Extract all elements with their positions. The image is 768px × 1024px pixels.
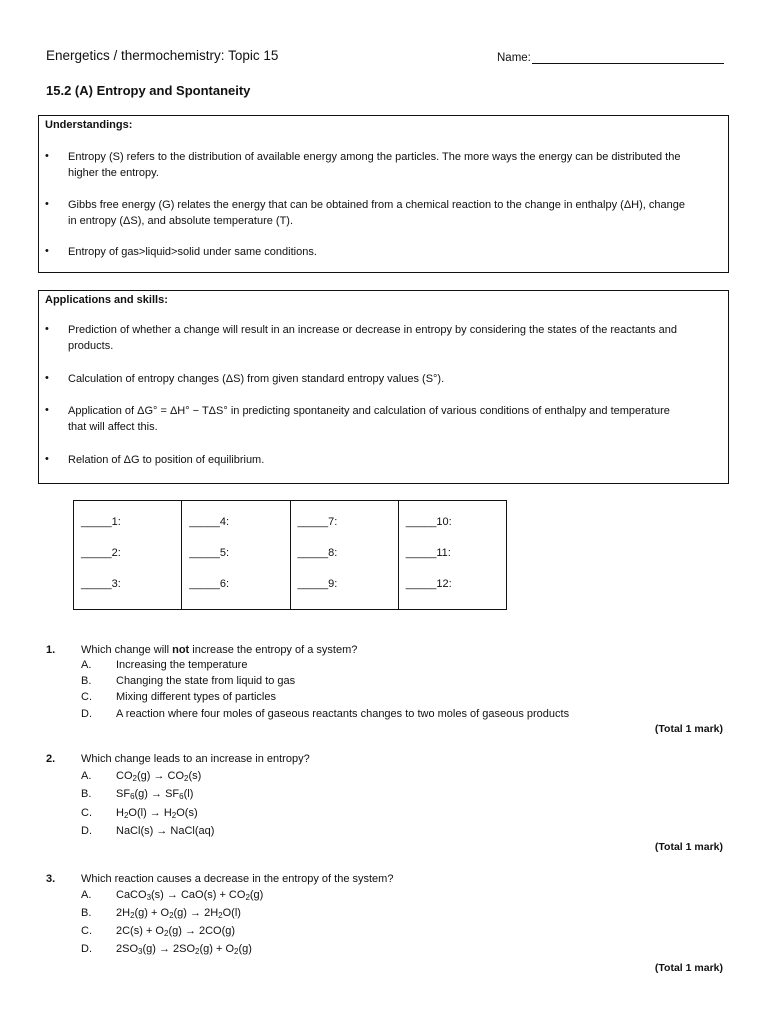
answer-blank-10[interactable]: _____10: — [405, 516, 452, 528]
understandings-heading: Understandings: — [45, 119, 133, 131]
name-field[interactable] — [497, 50, 724, 64]
question-3-number: 3. — [46, 873, 56, 885]
question-2-option-b[interactable]: $SF_6(g) \to SF_6(l)$ — [116, 788, 194, 801]
answer-blank-12[interactable]: _____12: — [405, 578, 452, 590]
name-blank-line[interactable] — [532, 50, 724, 64]
option-letter: C. — [81, 691, 92, 703]
question-1-mark: (Total 1 mark) — [654, 723, 723, 735]
answer-blank-6[interactable]: _____6: — [189, 578, 230, 590]
answer-blank-1[interactable]: _____1: — [81, 516, 121, 528]
understandings-box — [38, 115, 729, 273]
answer-column — [74, 501, 182, 610]
question-3-mark: (Total 1 mark) — [654, 962, 723, 974]
question-1-text: Which change will not increase the entropy of a system? — [81, 644, 358, 656]
understanding-item: Entropy of gas>liquid>solid under same conditions. — [68, 246, 317, 258]
option-letter: C. — [81, 925, 92, 937]
name-label: Name: — [497, 52, 531, 64]
application-item: Calculation of entropy changes (ΔS) from given standard entropy values (S°). — [68, 373, 445, 385]
question-1-number: 1. — [46, 644, 56, 656]
question-2-mark: (Total 1 mark) — [654, 841, 723, 853]
application-item: Relation of ΔG to position of equilibrium. — [68, 454, 265, 466]
bullet: • — [45, 372, 49, 384]
bullet: • — [45, 245, 49, 257]
bullet: • — [45, 323, 49, 335]
applications-heading: Applications and skills: — [45, 294, 168, 306]
question-3-text: Which reaction causes a decrease in the entropy of the system? — [81, 873, 394, 885]
question-1-option-c[interactable]: Mixing different types of particles — [116, 691, 276, 703]
question-2-option-a[interactable]: $CO_2(g) \to CO_2(s)$ — [116, 770, 202, 783]
question-3-option-b[interactable]: $2H_2(g) + O_2(g) \to 2H_2O(l)$ — [116, 907, 241, 920]
answer-blank-5[interactable]: _____5: — [189, 547, 230, 559]
answer-blank-11[interactable]: _____11: — [405, 547, 451, 559]
bullet: • — [45, 453, 49, 465]
answer-column — [398, 501, 506, 610]
question-3-option-a[interactable]: CaCO$_3$(s) → $CaO(s) + CO_2(g)$ — [116, 889, 264, 902]
applications-box — [38, 290, 729, 484]
question-2-number: 2. — [46, 753, 56, 765]
application-item: Prediction of whether a change will result in an increase or decrease in entropy by considering the states of the reactants and products. — [68, 324, 678, 352]
understanding-item: Entropy (S) refers to the distribution of available energy among the particles. The more ways the energy can be distributed the higher the entropy. — [68, 151, 681, 179]
answer-blank-3[interactable]: _____3: — [81, 578, 121, 590]
answer-blank-2[interactable]: _____2: — [81, 547, 121, 559]
answer-blank-9[interactable]: _____9: — [297, 578, 338, 590]
question-1-option-d[interactable]: A reaction where four moles of gaseous reactants changes to two moles of gaseous products — [116, 708, 570, 720]
option-letter: B. — [81, 675, 92, 687]
answer-grid — [73, 500, 507, 610]
understanding-item: Gibbs free energy (G) relates the energy that can be obtained from a chemical reaction to the change in enthalpy (ΔH), change in entropy (ΔS), and absolute temperature (T). — [68, 199, 685, 227]
option-letter: A. — [81, 889, 92, 901]
question-2-option-d[interactable]: NaCl(s) → NaCl(aq) — [116, 825, 215, 837]
option-letter: A. — [81, 770, 92, 782]
question-3-option-d[interactable]: $2SO_3(g) \to 2SO_2(g) + O_2(g)$ — [116, 943, 252, 956]
answer-blank-4[interactable]: _____4: — [189, 516, 230, 528]
question-3-option-c[interactable]: $2C(s) + O_2(g) \to 2CO(g)$ — [116, 925, 236, 938]
question-2-text: Which change leads to an increase in entropy? — [81, 753, 310, 765]
bullet: • — [45, 150, 49, 162]
option-letter: D. — [81, 825, 92, 837]
question-1-option-a[interactable]: Increasing the temperature — [116, 659, 248, 671]
option-letter: A. — [81, 659, 92, 671]
question-2-option-c[interactable]: $H_2O(l) \to H_2O(s)$ — [116, 807, 198, 820]
answer-column — [290, 501, 398, 610]
answer-blank-7[interactable]: _____7: — [297, 516, 338, 528]
option-letter: B. — [81, 907, 92, 919]
option-letter: C. — [81, 807, 92, 819]
application-item: Application of ΔG° = ΔH° − TΔS° in predicting spontaneity and calculation of various conditions of enthalpy and temperature that will affect this. — [68, 405, 670, 433]
section-title: 15.2 (A) Entropy and Spontaneity — [46, 83, 251, 98]
bullet: • — [45, 404, 49, 416]
answer-column — [182, 501, 290, 610]
answer-blank-8[interactable]: _____8: — [297, 547, 338, 559]
worksheet-topic: Energetics / thermochemistry: Topic 15 — [46, 48, 279, 63]
question-1-option-b[interactable]: Changing the state from liquid to gas — [116, 675, 296, 687]
option-letter: D. — [81, 708, 92, 720]
option-letter: D. — [81, 943, 92, 955]
option-letter: B. — [81, 788, 92, 800]
bullet: • — [45, 198, 49, 210]
